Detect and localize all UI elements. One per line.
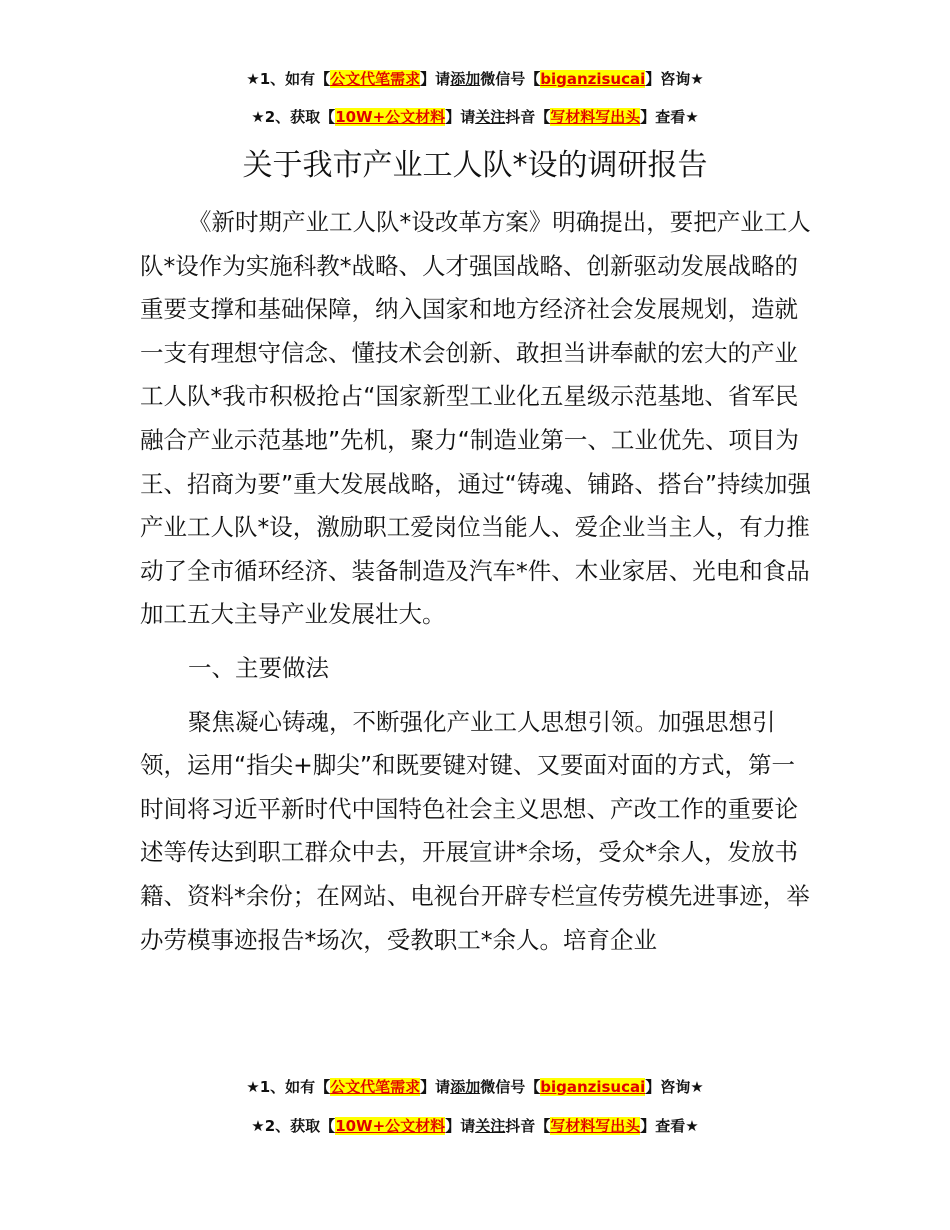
promo-highlight: 公文代笔需求 <box>330 70 421 88</box>
promo-text: ★2、获取【 <box>251 1117 336 1135</box>
document-body <box>140 201 812 962</box>
promo-text: 】请 <box>420 1078 451 1096</box>
promo-text: ★1、如有【 <box>246 70 331 88</box>
promo-text: 微信号【 <box>480 1078 541 1096</box>
promo-text: 】请 <box>420 70 451 88</box>
promo-text: 】查看★ <box>640 1117 699 1135</box>
promo-line-1-bottom <box>0 1077 950 1097</box>
promo-highlight-douyin: 写材料写出头 <box>550 108 641 126</box>
section-heading: 一、主要做法 <box>188 653 329 682</box>
promo-text: ★2、获取【 <box>251 108 336 126</box>
promo-highlight: 10W+公文材料 <box>335 108 446 126</box>
promo-line-1-top <box>0 69 950 89</box>
promo-text: 抖音【 <box>505 108 551 126</box>
promo-highlight-douyin: 写材料写出头 <box>550 1117 641 1135</box>
promo-text: 】咨询★ <box>645 1078 704 1096</box>
promo-text: 】查看★ <box>640 108 699 126</box>
promo-underlined: 关注 <box>475 108 506 126</box>
promo-line-2-top <box>0 107 950 127</box>
promo-text: 】咨询★ <box>645 70 704 88</box>
promo-text: 】请 <box>445 108 476 126</box>
promo-highlight-wechat: biganzisucai <box>540 1078 646 1096</box>
intro-paragraph: 《新时期产业工人队*设改革方案》明确提出，要把产业工人队*设作为实施科教*战略、人才强国战略、创新驱动发展战略的重要支撑和基础保障，纳入国家和地方经济社会发展规划，造就一支有理想守信念、懂技术会创新、敢担当讲奉献的宏大的产业工人队*我市积极抢占“国家新型工业化五星级示范基地、省军民融合产业示范基地”先机，聚力“制造业第一、工业优先、项目为王、招商为要”重大发展战略，通过“铸魂、铺路、搭台”持续加强产业工人队*设，激励职工爱岗位当能人、爱企业当主人，有力推动了全市循环经济、装备制造及汽车*件、木业家居、光电和食品加工五大主导产业发展壮大。 <box>140 208 812 629</box>
section-paragraph: 聚焦凝心铸魂，不断强化产业工人思想引领。加强思想引领，运用“指尖+脚尖”和既要键对键、又要面对面的方式，第一时间将习近平新时代中国特色社会主义思想、产改工作的重要论述等传达到职工群众中去，开展宣讲*余场，受众*余人，发放书籍、资料*余份；在网站、电视台开辟专栏宣传劳模先进事迹，举办劳模事迹报告*场次，受教职工*余人。培育企业 <box>140 707 810 954</box>
document-title: 关于我市产业工人队*设的调研报告 <box>242 148 708 183</box>
promo-highlight: 公文代笔需求 <box>330 1078 421 1096</box>
promo-highlight: 10W+公文材料 <box>335 1117 446 1135</box>
promo-text: 】请 <box>445 1117 476 1135</box>
promo-highlight-wechat: biganzisucai <box>540 70 646 88</box>
promo-text: 抖音【 <box>505 1117 551 1135</box>
promo-underlined: 添加 <box>450 1078 481 1096</box>
promo-underlined: 添加 <box>450 70 481 88</box>
promo-line-2-bottom <box>0 1116 950 1136</box>
promo-text: 微信号【 <box>480 70 541 88</box>
promo-text: ★1、如有【 <box>246 1078 331 1096</box>
promo-underlined: 关注 <box>475 1117 506 1135</box>
